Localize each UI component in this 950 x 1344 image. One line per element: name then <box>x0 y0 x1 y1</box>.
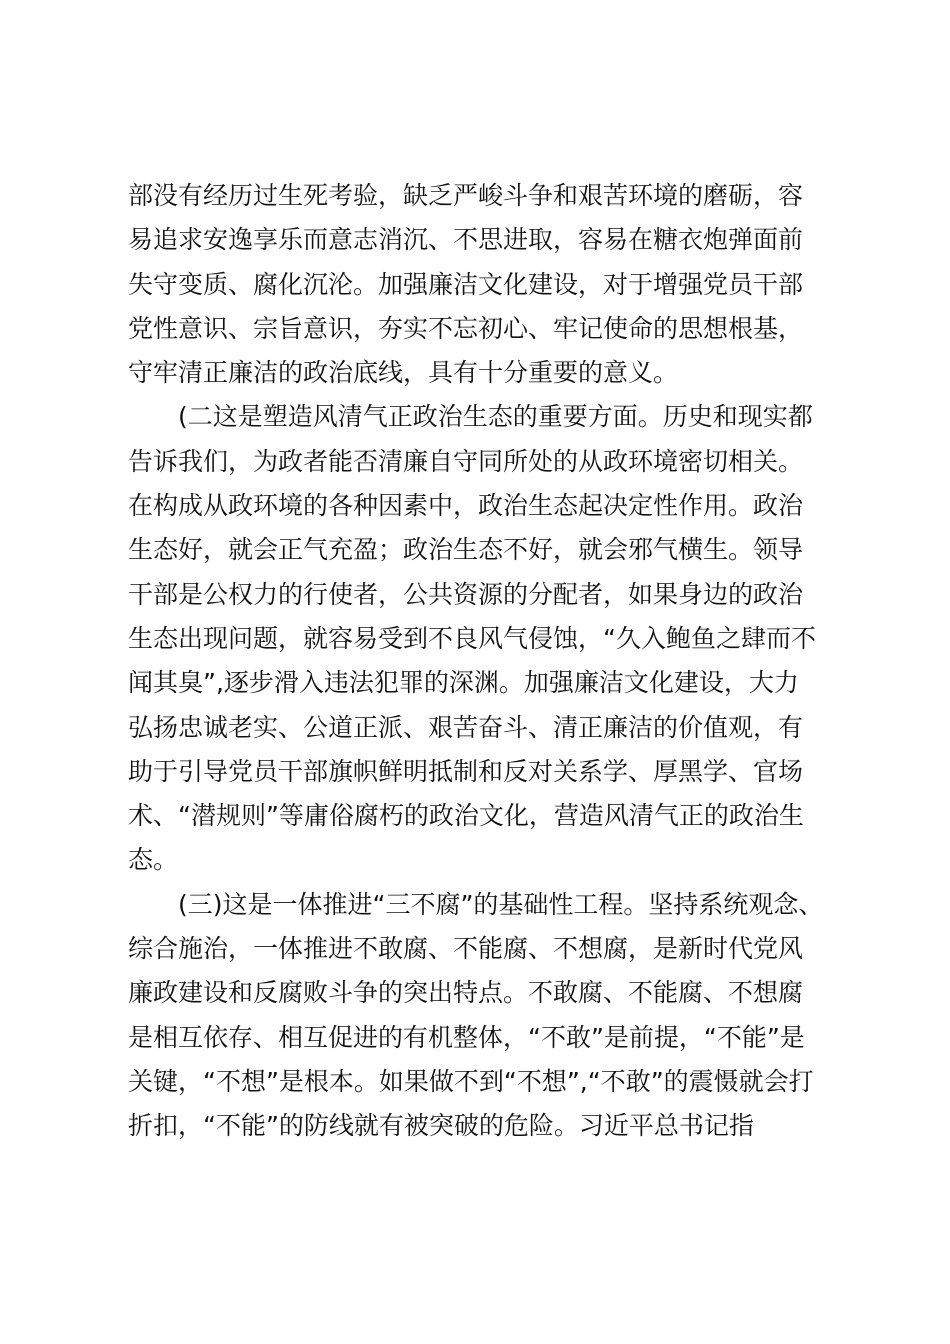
text-line: 闻其臭”,逐步滑入违法犯罪的深渊。加强廉洁文化建设，大力 <box>128 668 799 698</box>
text-line: 态。 <box>128 845 179 875</box>
text-line: 告诉我们，为政者能否清廉自守同所处的从政环境密切相关。 <box>128 446 804 476</box>
text-line: 关键，“不想”是根本。如果做不到“不想”,“不敢”的震慑就会打 <box>128 1066 814 1096</box>
text-line: 助于引导党员干部旗帜鲜明抵制和反对关系学、厚黑学、官场 <box>128 756 804 786</box>
text-line: (二这是塑造风清气正政治生态的重要方面。历史和现实都 <box>178 402 813 432</box>
text-line: 生态好，就会正气充盈；政治生态不好，就会邪气横生。领导 <box>128 535 804 565</box>
text-line: 综合施治，一体推进不敢腐、不能腐、不想腐，是新时代党风 <box>128 934 804 964</box>
paragraph-3 <box>128 883 828 1149</box>
text-line: 易追求安逸享乐而意志消沉、不思进取，容易在糖衣炮弹面前 <box>128 225 804 255</box>
text-line: 生态出现问题，就容易受到不良风气侵蚀，“久入鲍鱼之肆而不 <box>128 623 816 653</box>
text-line: 部没有经历过生死考验，缺乏严峻斗争和艰苦环境的磨砺，容 <box>128 181 804 210</box>
text-line: 是相互依存、相互促进的有机整体，“不敢”是前提，“不能”是 <box>128 1022 805 1052</box>
text-line: 术、“潜规则”等庸俗腐朽的政治文化，营造风清气正的政治生 <box>128 801 804 831</box>
text-line: 折扣，“不能”的防线就有被突破的危险。习近平总书记指 <box>128 1111 754 1141</box>
text-line: 守牢清正廉洁的政治底线，具有十分重要的意义。 <box>128 358 679 388</box>
paragraph-1 <box>128 174 828 395</box>
text-line: 失守变质、腐化沉沦。加强廉洁文化建设，对于增强党员干部 <box>128 269 804 299</box>
text-line: (三)这是一体推进“三不腐”的基础性工程。坚持系统观念、 <box>178 889 824 919</box>
paragraph-2 <box>128 395 828 882</box>
text-line: 弘扬忠诚老实、公道正派、艰苦奋斗、清正廉洁的价值观，有 <box>128 712 804 742</box>
text-line: 廉政建设和反腐败斗争的突出特点。不敢腐、不能腐、不想腐 <box>128 978 804 1008</box>
text-line: 党性意识、宗旨意识，夯实不忘初心、牢记使命的思想根基， <box>128 313 804 343</box>
body-text <box>128 174 828 1149</box>
text-line: 干部是公权力的行使者，公共资源的分配者，如果身边的政治 <box>128 579 804 609</box>
text-line: 在构成从政环境的各种因素中，政治生态起决定性作用。政治 <box>128 491 804 521</box>
